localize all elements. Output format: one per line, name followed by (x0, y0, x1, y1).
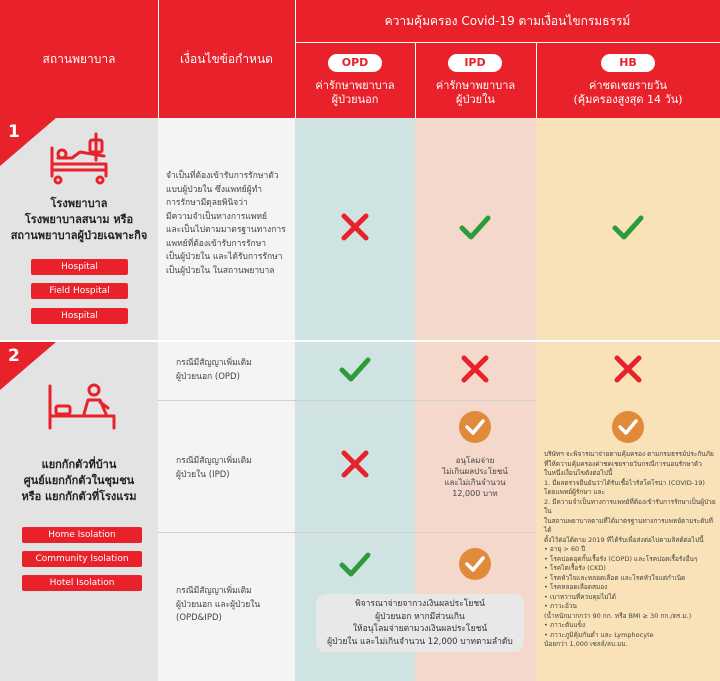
opd-line2: ผู้ป่วยนอก (331, 93, 379, 106)
hb-note-line: • โรคปอดอุดกั้นเรื้อรัง (COPD) และโรคปอดเรื้อรังอื่นๆ (544, 554, 698, 563)
ipd-badge: IPD (448, 54, 502, 72)
section-1-hospital-button-2[interactable]: Hospital (31, 308, 128, 324)
hb-note-line: • เบาหวานที่ควบคุมไม่ได้ (544, 592, 617, 601)
section-2-row-1-ipd-cross (458, 352, 492, 386)
section-2-row-1-hb-cross (611, 352, 645, 386)
bubble-line: พิจารณาจ่ายจากวงเงินผลประโยชน์ (355, 599, 485, 609)
section-1-condition-line: แบบผู้ป่วยใน ซึ่งแพทย์ผู้ทำ (166, 184, 263, 195)
section-2-row-2-hb-check-circle (611, 410, 645, 444)
section-2-row-3-condition (176, 585, 291, 626)
section-1-number-text: 1 (8, 122, 20, 142)
section-1-hb-check (611, 210, 645, 244)
section-2-name-line1: แยกกักตัวที่บ้าน (41, 458, 117, 471)
section-2-name-line2: ศูนย์แยกกักตัวในชุมชน (23, 474, 135, 487)
section-2-row-3-opd-check (338, 547, 372, 581)
section-2-name-line3: หรือ แยกกักตัวที่โรงแรม (21, 490, 137, 503)
section-2-row-2-ipd-note (420, 455, 530, 499)
section-2-name (0, 457, 158, 505)
hb-note-line: • โรคหัวใจและหลอดเลือด และโรคหัวใจแต่กำเนิด (544, 573, 686, 582)
header-hospital: สถานพยาบาล (42, 51, 116, 66)
section-2-row-2-condition-line: ผู้ป่วยใน (IPD) (176, 469, 230, 480)
bubble-line: ให้อนุโลมจ่ายตามวงเงินผลประโยชน์ (352, 624, 488, 634)
section-2-row-1-opd-check (338, 352, 372, 386)
hb-note-line: • ภาวะภูมิคุ้มกันต่ำ และ Lymphocyte (544, 630, 654, 639)
header-coverage-title: ความคุ้มครอง Covid-19 ตามเงื่อนไขกรมธรรม์ (384, 13, 631, 28)
section-2-row-1-condition-line: กรณีมีสัญญาเพิ่มเติม (176, 358, 252, 368)
header-vline-1 (158, 0, 159, 118)
hotel-isolation-button[interactable]: Hotel Isolation (22, 575, 142, 591)
section-2-row-2-ipd-check-circle (458, 410, 492, 444)
opd-line1: ค่ารักษาพยาบาล (315, 79, 395, 92)
hb-note-line: • อายุ > 60 ปี (544, 545, 586, 553)
header-divider (295, 42, 720, 43)
hb-line2: (คุ้มครองสูงสุด 14 วัน) (573, 93, 683, 106)
row-separator-2 (158, 532, 536, 533)
section-1-condition-line: เป็นผู้ป่วยใน และได้รับการรักษา (166, 252, 283, 262)
home-isolation-bed-icon (44, 378, 120, 434)
hb-badge: HB (601, 54, 655, 72)
section-1-condition-line: จำเป็นที่ต้องเข้ารับการรักษาตัว (166, 171, 279, 181)
section-1-condition-line: มีความจำเป็นทางการแพทย์ (166, 211, 267, 222)
ipd-note-line: ไม่เกินผลประโยชน์ (442, 467, 508, 476)
ipd-note-line: 12,000 บาท (452, 489, 498, 498)
hb-note-line: ในหนึ่งเงื่อนไขดังต่อไปนี้ (544, 469, 613, 477)
section-2-row-2-opd-cross (338, 447, 372, 481)
section-2-number-text: 2 (8, 346, 20, 366)
hb-note-line: โดยแพทย์ผู้รักษา และ (544, 488, 605, 496)
section-2-row-1-condition (176, 357, 291, 384)
section-1-opd-cross (338, 210, 372, 244)
section-1-ipd-check (458, 210, 492, 244)
hb-line1: ค่าชดเชยรายวัน (588, 79, 668, 92)
opd-badge: OPD (328, 54, 382, 72)
bubble-line: ผู้ป่วยนอก หากมีส่วนเกิน (375, 611, 465, 622)
hb-header-text (536, 76, 720, 110)
header-condition: เงื่อนไขข้อกำหนด (180, 51, 273, 66)
section-1-condition-line: เป็นผู้ป่วยใน ในสถานพยาบาล (166, 265, 275, 276)
section-1-condition-line: การรักษามีดุลยพินิจว่า (166, 198, 248, 208)
hb-note-line: 1. มีผลตรวจยืนยันว่าได้รับเชื้อไวรัสโคโรน่า (COVID-19) (544, 478, 705, 487)
section-1-field-hospital-button[interactable]: Field Hospital (31, 283, 128, 299)
row-separator-1 (158, 400, 536, 401)
hb-note-line: น้อยกว่า 1,000 เซลล์/ลบ.มม. (544, 640, 628, 648)
home-isolation-button[interactable]: Home Isolation (22, 527, 142, 543)
section-2-row-3-condition-line: กรณีมีสัญญาเพิ่มเติม (176, 586, 252, 596)
section-2-row-2-condition-line: กรณีมีสัญญาเพิ่มเติม (176, 456, 252, 466)
community-isolation-button[interactable]: Community Isolation (22, 551, 142, 567)
ipd-note-line: และไม่เกินจำนวน (444, 478, 506, 487)
opd-header-text (295, 76, 415, 110)
section-1-name-line2: โรงพยาบาลสนาม หรือ (24, 213, 134, 226)
hb-note-line: ตั้งไว้ต่อได้ตาม 2019 ที่ได้รับเพื่อส่งต่อไปตามลิสต์ต่อไปนี้ (544, 535, 704, 544)
section-2-row-3-condition-line: (OPD&IPD) (176, 613, 222, 623)
section-1-name-line1: โรงพยาบาล (50, 197, 108, 210)
section-1-condition (166, 170, 290, 278)
hb-note-line: ที่ให้ความคุ้มครองค่าชดเชยรายวันกรณีการนอนรักษาตัว (544, 459, 702, 468)
section-2-row-3-condition-line: ผู้ป่วยนอก และผู้ป่วยใน (176, 599, 261, 610)
section-1-condition-line: แพทย์ที่ต้องเข้ารับการรักษา (166, 238, 267, 249)
ipd-line1: ค่ารักษาพยาบาล (435, 79, 516, 92)
ipd-header-text (415, 76, 536, 110)
section-1-name (0, 196, 158, 244)
hb-note-line: ในสถานพยาบาลตามที่ได้มาตรฐานทางการแพทย์ตามระดับที่ได้ (544, 516, 713, 534)
section-1-hospital-button[interactable]: Hospital (31, 259, 128, 275)
hb-note-line: • โรคหลอดเลือดสมอง (544, 583, 608, 591)
ipd-line2: ผู้ป่วยใน (456, 93, 495, 106)
ipd-note-line: อนุโลมจ่าย (455, 456, 495, 465)
hb-note-line: • ภาวะอ้วน (544, 602, 577, 610)
section-divider (0, 340, 720, 342)
section-2-hb-note (544, 450, 716, 650)
hb-note-line: • ภาวะตับแข็ง (544, 621, 586, 629)
hb-note-line: (น้ำหนักมากกว่า 90 กก. หรือ BMI ≥ 30 กก./ตร.ม.) (544, 611, 692, 620)
section-2-row-2-condition (176, 455, 291, 482)
hospital-bed-icon (44, 130, 114, 190)
hb-note-line: • โรคไตเรื้อรัง (CKD) (544, 564, 606, 572)
section-2-row-1-condition-line: ผู้ป่วยนอก (OPD) (176, 371, 240, 382)
bubble-line: ผู้ป่วยใน และไม่เกินจำนวน 12,000 บาทตามลำดับ (327, 636, 513, 647)
section-1-condition-line: และเป็นไปตามมาตรฐานทางการ (166, 225, 286, 235)
hb-note-line: บริษัทฯ จะพิจารณาจ่ายตามคุ้มครอง ตามกรมธรรม์ประกันภัย (544, 450, 714, 458)
hb-note-line: 2. มีความจำเป็นทางการแพทย์ที่ต้องเข้ารับการรักษาเป็นผู้ป่วยใน (544, 497, 716, 515)
section-1-name-line3: สถานพยาบาลผู้ป่วยเฉพาะกิจ (10, 229, 148, 242)
section-2-row-3-bubble (316, 594, 524, 652)
section-2-row-3-ipd-check-circle (458, 547, 492, 581)
